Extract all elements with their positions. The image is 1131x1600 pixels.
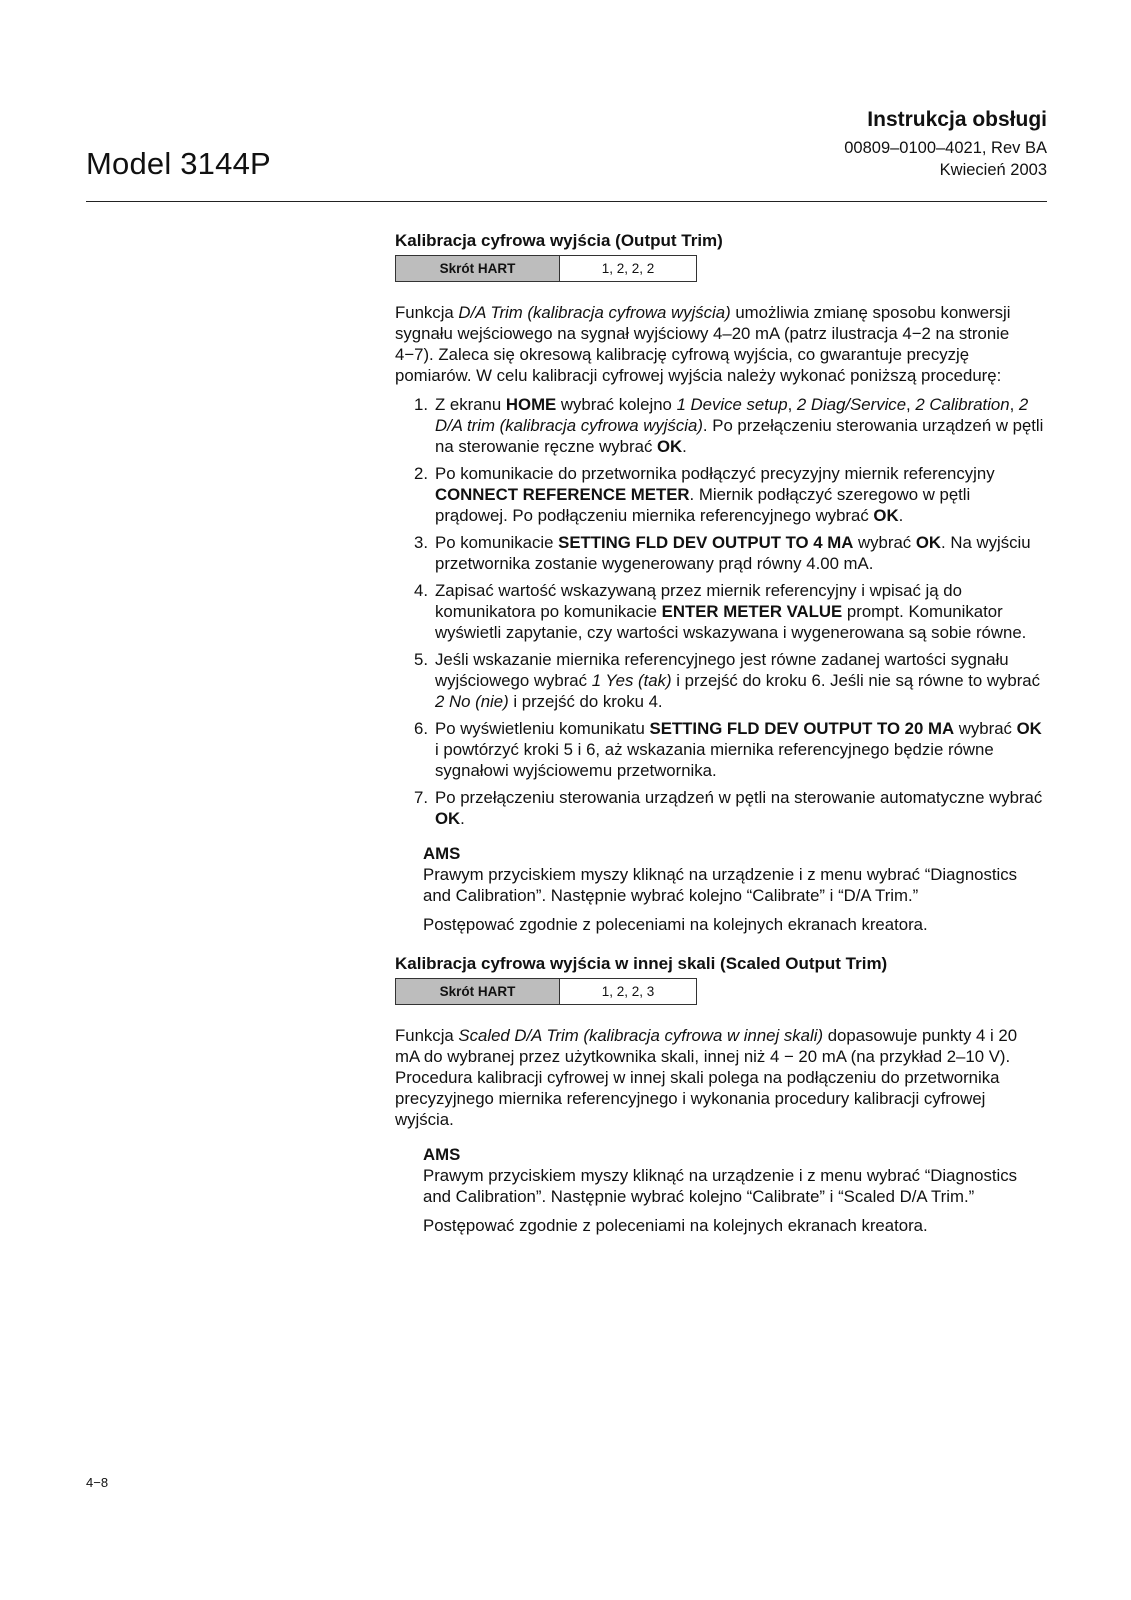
text-run: . Na wyjściu przetwornika zostanie wygenerowany prąd równy 4.00 mA.: [435, 533, 1031, 573]
section-title: Kalibracja cyfrowa wyjścia (Output Trim): [395, 231, 723, 250]
document-number: 00809–0100–4021, Rev BA: [844, 139, 1047, 157]
step-number: 3.: [414, 533, 428, 552]
ams-follow-text: Postępować zgodnie z poleceniami na kolejnych ekranach kreatora.: [423, 915, 928, 934]
header-divider: [86, 201, 1047, 202]
bold-term: SETTING FLD DEV OUTPUT TO 20 MA: [649, 719, 955, 738]
procedure-step: [395, 649, 1045, 712]
text-run: dopasowuje punkty 4 i 20 mA do wybranej przez użytkownika skali, innej niż 4 − 20 mA (na przykład 2–10 V). Procedura kalibracji cyfrowej w innej skali polega na podłączeniu do przetwornika precyzyjnego miernika referencyjnego i wykonania procedury kalibracji cyfrowej wyjścia.: [395, 1026, 1018, 1129]
text-run: i przejść do kroku 4.: [508, 692, 663, 711]
italic-term: Scaled D/A Trim (kalibracja cyfrowa w innej skali): [458, 1026, 824, 1045]
hart-shortcut-table: [395, 978, 697, 1005]
procedure-step: [395, 787, 1045, 829]
bold-term: OK: [915, 533, 942, 552]
manual-title: Instrukcja obsługi: [867, 108, 1047, 131]
main-content: [395, 230, 1045, 1236]
hart-shortcut-label: Skrót HART: [396, 979, 560, 1004]
step-text: [435, 532, 1045, 574]
italic-term: 2 Calibration: [915, 395, 1010, 414]
document-header: [844, 108, 1047, 181]
ams-heading: AMS: [423, 844, 461, 863]
text-run: ,: [787, 395, 797, 414]
text-run: umożliwia zmianę sposobu konwersji sygnału wejściowego na sygnał wyjściowy 4–20 mA (patrz ilustracja 4−2 na stronie 4−7). Zaleca się okresową kalibrację cyfrową wyjścia, co gwarantuje precyzję pomiarów. W celu kalibracji cyfrowej wyjścia należy wykonać poniższą procedurę:: [395, 303, 1011, 385]
text-run: .: [460, 809, 465, 828]
text-run: i powtórzyć kroki 5 i 6, aż wskazania miernika referencyjnego będzie równe sygnałowi wyjściowemu przetwornika.: [435, 740, 994, 780]
step-text: [435, 394, 1045, 457]
section-title: Kalibracja cyfrowa wyjścia w innej skali (Scaled Output Trim): [395, 954, 888, 973]
text-run: .: [898, 506, 904, 525]
text-run: ,: [906, 395, 916, 414]
bold-term: OK: [657, 437, 683, 456]
text-run: Po wyświetleniu komunikatu: [435, 719, 650, 738]
text-run: Funkcja: [395, 1026, 459, 1045]
step-number: 6.: [414, 719, 428, 738]
ams-block: [423, 843, 1045, 935]
bold-term: ENTER METER VALUE: [661, 602, 843, 621]
page-number: 4−8: [86, 1475, 109, 1490]
step-text: [435, 649, 1045, 712]
text-run: Po komunikacie: [435, 533, 559, 552]
procedure-step: [395, 394, 1045, 457]
text-run: Z ekranu: [435, 395, 506, 414]
section-scaled-output-trim: [395, 953, 1045, 1236]
section-intro: [395, 302, 1045, 386]
text-run: Funkcja: [395, 303, 459, 322]
italic-term: 2 Diag/Service: [796, 395, 907, 414]
ams-block: [423, 1144, 1045, 1236]
text-run: Jeśli wskazanie miernika referencyjnego jest równe zadanej wartości sygnału wyjściowego wybrać: [435, 650, 1009, 690]
ams-instructions: Prawym przyciskiem myszy kliknąć na urządzenie i z menu wybrać “Diagnostics and Calibration”. Następnie wybrać kolejno “Calibrate” i “D/A Trim.”: [423, 865, 1018, 905]
step-text: [435, 580, 1045, 643]
section-output-trim: [395, 230, 1045, 935]
procedure-step: [395, 463, 1045, 526]
text-run: . Po przełączeniu sterowania urządzeń w pętli na sterowanie ręczne wybrać: [435, 416, 1044, 456]
ams-heading: AMS: [423, 1145, 461, 1164]
text-run: .: [682, 437, 687, 456]
step-number: 1.: [414, 395, 428, 414]
step-number: 5.: [414, 650, 428, 669]
text-run: wybrać: [853, 533, 916, 552]
hart-shortcut-label: Skrót HART: [396, 256, 560, 281]
ams-follow-text: Postępować zgodnie z poleceniami na kolejnych ekranach kreatora.: [423, 1216, 928, 1235]
italic-term: 2 D/A trim (kalibracja cyfrowa wyjścia): [435, 395, 1029, 435]
procedure-step: [395, 532, 1045, 574]
procedure-steps: [395, 394, 1045, 829]
document-date: Kwiecień 2003: [939, 161, 1047, 179]
bold-term: HOME: [505, 395, 557, 414]
step-number: 4.: [414, 581, 428, 600]
text-run: . Miernik podłączyć szeregowo w pętli prądowej. Po podłączeniu miernika referencyjnego wybrać: [435, 485, 971, 525]
ams-instructions: Prawym przyciskiem myszy kliknąć na urządzenie i z menu wybrać “Diagnostics and Calibration”. Następnie wybrać kolejno “Calibrate” i “Scaled D/A Trim.”: [423, 1166, 1018, 1206]
italic-term: 1 Device setup: [676, 395, 788, 414]
step-text: [435, 463, 1045, 526]
bold-term: OK: [1016, 719, 1042, 738]
bold-term: SETTING FLD DEV OUTPUT TO 4 MA: [558, 533, 854, 552]
hart-shortcut-value: 1, 2, 2, 2: [601, 261, 655, 276]
italic-term: 2 No (nie): [435, 692, 509, 711]
text-run: ,: [1009, 395, 1019, 414]
procedure-step: [395, 718, 1045, 781]
step-text: [435, 787, 1045, 829]
text-run: wybrać kolejno: [556, 395, 677, 414]
bold-term: OK: [873, 506, 899, 525]
italic-term: 1 Yes (tak): [591, 671, 672, 690]
text-run: Po przełączeniu sterowania urządzeń w pętli na sterowanie automatyczne wybrać: [435, 788, 1043, 807]
text-run: wybrać: [954, 719, 1017, 738]
step-text: [435, 718, 1045, 781]
text-run: i przejść do kroku 6. Jeśli nie są równe to wybrać: [671, 671, 1041, 690]
step-number: 7.: [414, 788, 428, 807]
bold-term: OK: [435, 809, 461, 828]
hart-shortcut-value: 1, 2, 2, 3: [601, 984, 655, 999]
hart-shortcut-table: [395, 255, 697, 282]
text-run: Zapisać wartość wskazywaną przez miernik referencyjny i wpisać ją do komunikatora po komunikacie: [435, 581, 962, 621]
model-name: Model 3144P: [86, 146, 271, 181]
section-intro: [395, 1025, 1045, 1130]
bold-term: CONNECT REFERENCE METER: [435, 485, 690, 504]
italic-term: D/A Trim (kalibracja cyfrowa wyjścia): [458, 303, 731, 322]
text-run: prompt. Komunikator wyświetli zapytanie, czy wartości wskazywana i wygenerowana są sobie równe.: [435, 602, 1027, 642]
procedure-step: [395, 580, 1045, 643]
step-number: 2.: [414, 464, 428, 483]
text-run: Po komunikacie do przetwornika podłączyć precyzyjny miernik referencyjny: [435, 464, 995, 483]
